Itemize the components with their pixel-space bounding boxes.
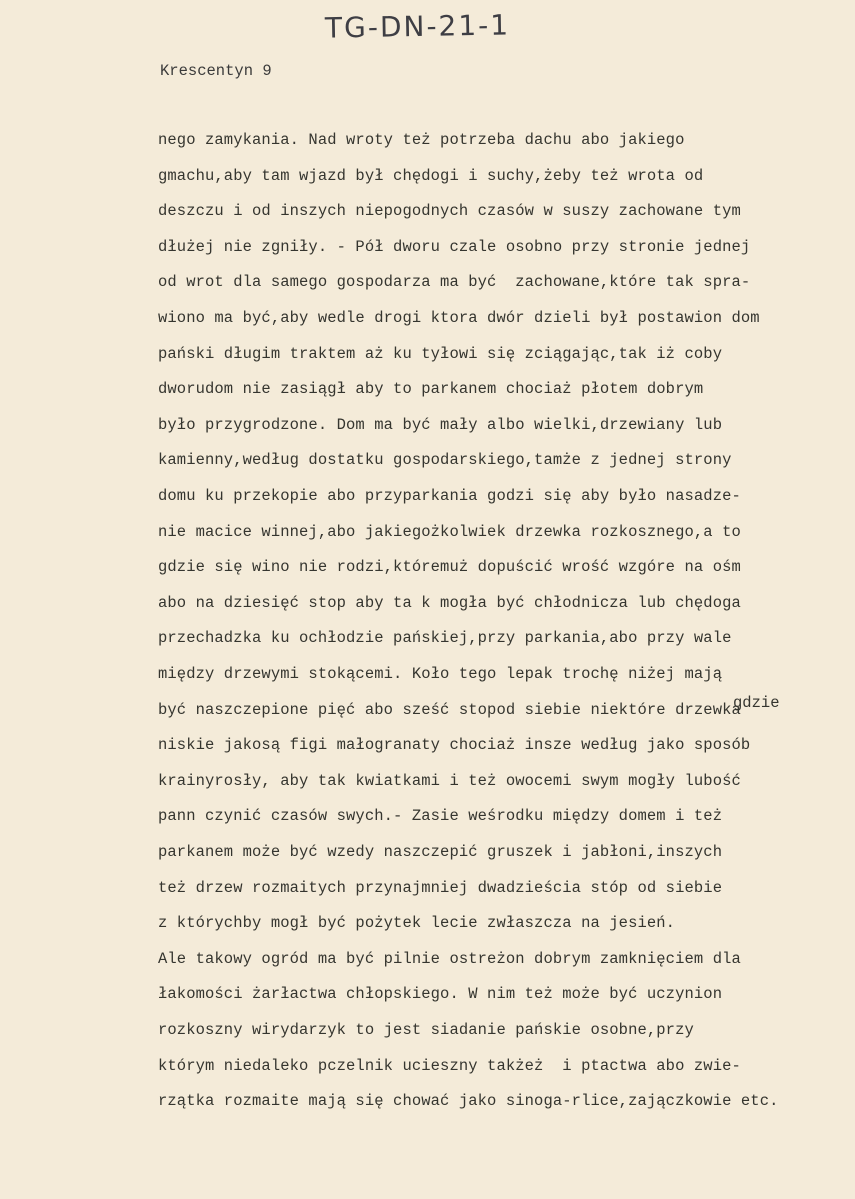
text-line: gdzie się wino nie rodzi,któremuż dopuścić wrość wzgóre na ośm bbox=[158, 558, 741, 577]
text-line: z którychby mogł być pożytek lecie zwłaszcza na jesień. bbox=[158, 914, 676, 933]
text-line: od wrot dla samego gospodarza ma być zachowane,które tak spra- bbox=[158, 273, 751, 292]
text-line: łakomości żarłactwa chłopskiego. W nim też może być uczynion bbox=[158, 985, 723, 1004]
text-line: pański długim traktem aż ku tyłowi się zciągając,tak iż coby bbox=[158, 344, 723, 363]
text-line: rzątka rozmaite mają się chować jako sinoga-rlice,zajączkowie etc. bbox=[158, 1092, 779, 1111]
text-line: krainyrosły, aby tak kwiatkami i też owocemi swym mogły lubość bbox=[158, 771, 741, 790]
text-line: przechadzka ku ochłodzie pańskiej,przy parkania,abo przy wale bbox=[158, 629, 732, 648]
text-line: niskie jakosą figi małogranaty chociaż insze według jako sposób bbox=[158, 736, 751, 755]
text-line: dłużej nie zgniły. - Pół dworu czale osobno przy stronie jednej bbox=[158, 237, 751, 256]
text-line: nie macice winnej,abo jakiegożkolwiek drzewka rozkosznego,a to bbox=[158, 522, 741, 541]
text-line: nego zamykania. Nad wroty też potrzeba dachu abo jakiego bbox=[158, 131, 685, 149]
interlinear-insert: gdzie bbox=[733, 694, 780, 712]
text-line: deszczu i od inszych niepogodnych czasów w suszy zachowane tym bbox=[158, 202, 741, 221]
text-line: rozkoszny wirydarzyk to jest siadanie pańskie osobne,przy bbox=[158, 1021, 694, 1039]
archive-mark: TG-DN-21-1 bbox=[324, 8, 511, 45]
text-line: wiono ma być,aby wedle drogi ktora dwór dzieli był postawion dom bbox=[158, 309, 760, 327]
text-line: gmachu,aby tam wjazd był chędogi i suchy,żeby też wrota od bbox=[158, 166, 704, 185]
text-line: być naszczepione pięć abo sześć stopod siebie niektóre drzewka bbox=[158, 700, 741, 719]
text-line: między drzewymi stokącemi. Koło tego lepak trochę niżej mają bbox=[158, 665, 723, 683]
page-header: Krescentyn 9 bbox=[160, 62, 272, 80]
text-line: którym niedaleko pczelnik ucieszny takżeż i ptactwa abo zwie- bbox=[158, 1056, 741, 1075]
text-line: abo na dziesięć stop aby ta k mogła być chłodnicza lub chędoga bbox=[158, 593, 741, 612]
text-line: parkanem może być wzedy naszczepić gruszek i jabłoni,inszych bbox=[158, 843, 723, 861]
text-line: pann czynić czasów swych.- Zasie weśrodku między domem i też bbox=[158, 807, 723, 826]
text-line: kamienny,według dostatku gospodarskiego,tamże z jednej strony bbox=[158, 451, 732, 470]
text-line: dworudom nie zasiągł aby to parkanem chociaż płotem dobrym bbox=[158, 380, 704, 399]
text-line: też drzew rozmaitych przynajmniej dwadzieścia stóp od siebie bbox=[158, 878, 723, 897]
text-line: było przygrodzone. Dom ma być mały albo wielki,drzewiany lub bbox=[158, 415, 723, 434]
text-line: Ale takowy ogród ma być pilnie ostreżon dobrym zamknięciem dla bbox=[158, 949, 741, 968]
text-line: domu ku przekopie abo przyparkania godzi się aby było nasadze- bbox=[158, 487, 741, 505]
